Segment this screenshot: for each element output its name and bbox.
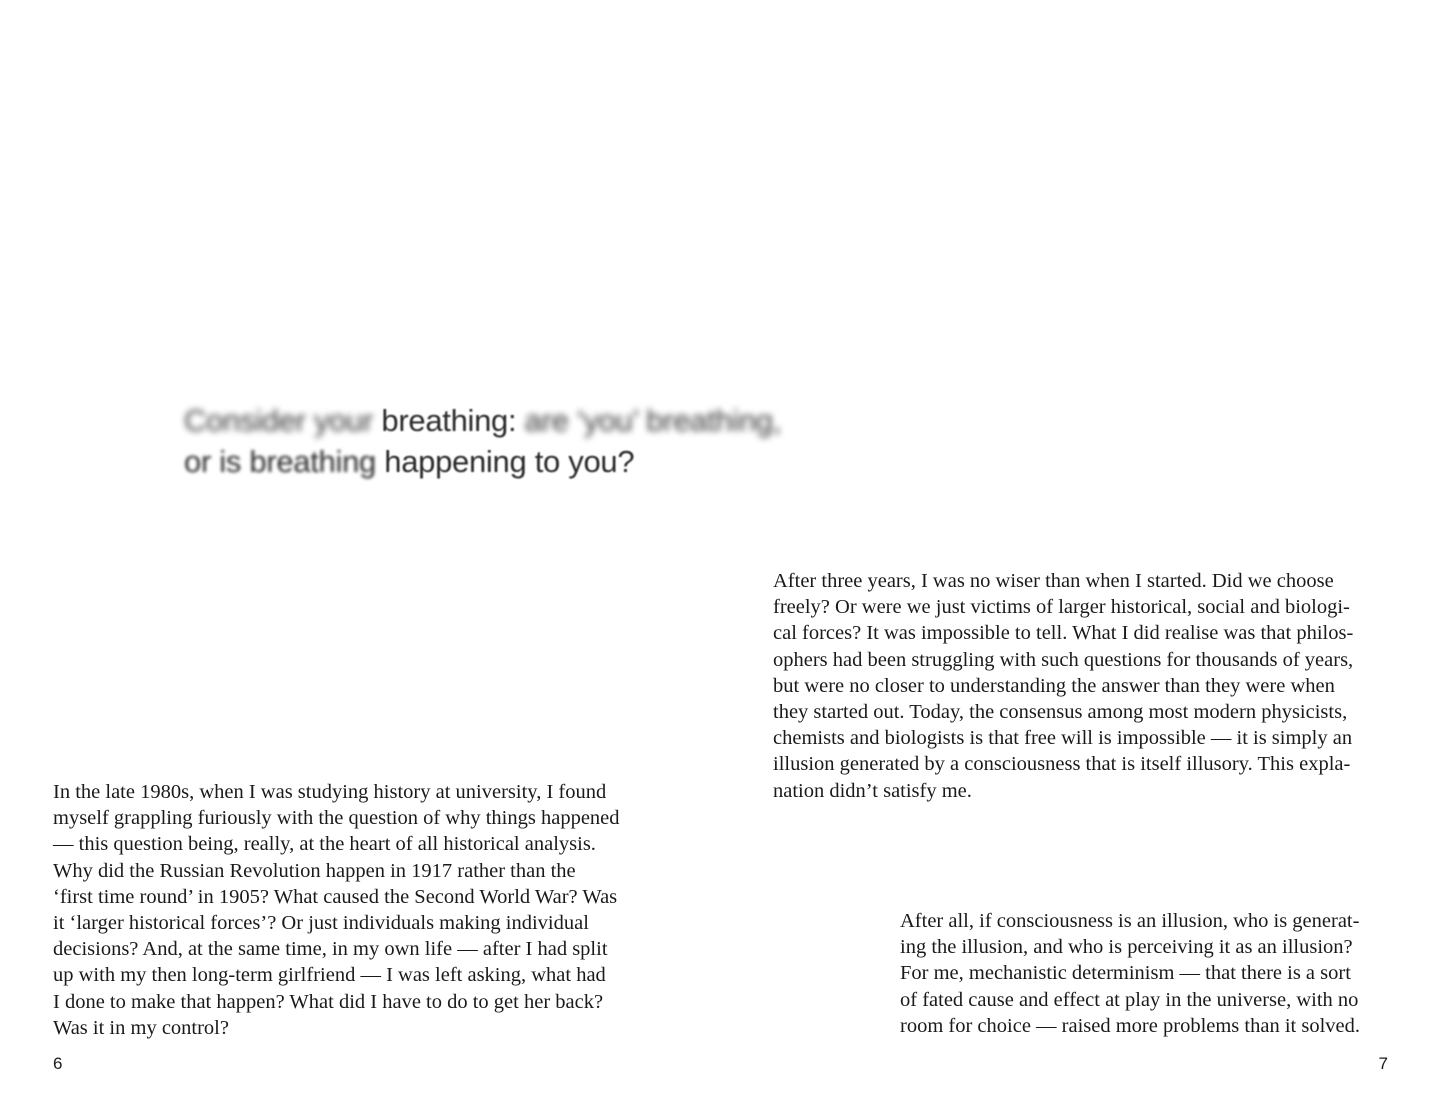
text-line: Why did the Russian Revolution happen in 1917 rather than the (53, 859, 576, 882)
text-line: up with my then long-term girlfriend — I was left asking, what had (53, 964, 606, 987)
text-line: freely? Or were we just victims of larger historical, social and biologi- (773, 596, 1350, 619)
pull-quote-line-1 (184, 400, 904, 441)
text-line: illusion generated by a consciousness that is itself illusory. This expla- (773, 753, 1351, 776)
text-line: of fated cause and effect at play in the universe, with no (900, 988, 1359, 1011)
text-line: cal forces? It was impossible to tell. What I did realise was that philos- (773, 622, 1354, 645)
pull-quote-fragment: are ‘you’ breathing, (524, 403, 782, 438)
text-line: myself grappling furiously with the question of why things happened (53, 807, 620, 830)
text-line: but were no closer to understanding the answer than they were when (773, 674, 1335, 697)
page-number-left: 6 (53, 1054, 63, 1073)
page-number-right: 7 (1378, 1054, 1388, 1073)
left-page-paragraph (53, 779, 693, 1041)
pull-quote-fragment: breathing: (381, 403, 517, 438)
pull-quote-fragment: happening to you? (384, 444, 635, 479)
pull-quote-fragment: Consider your (184, 403, 374, 438)
text-line: In the late 1980s, when I was studying history at university, I found (53, 781, 607, 803)
text-line: ophers had been struggling with such questions for thousands of years, (773, 648, 1354, 671)
text-line: chemists and biologists is that free will is impossible — it is simply an (773, 727, 1353, 750)
pull-quote-fragment: or is breathing (184, 444, 376, 479)
text-line: decisions? And, at the same time, in my own life — after I had split (53, 938, 608, 961)
text-line: they started out. Today, the consensus among most modern physicists, (773, 701, 1348, 724)
right-page-paragraph-2 (900, 908, 1400, 1039)
pull-quote (184, 400, 904, 482)
text-line: — this question being, really, at the heart of all historical analysis. (53, 833, 596, 856)
text-line: After all, if consciousness is an illusion, who is generat- (900, 910, 1360, 932)
pull-quote-line-2 (184, 441, 904, 482)
text-line: ing the illusion, and who is perceiving it as an illusion? (900, 936, 1353, 959)
text-line: room for choice — raised more problems than it solved. (900, 1014, 1360, 1037)
text-line: After three years, I was no wiser than when I started. Did we choose (773, 570, 1334, 592)
text-line: ‘first time round’ in 1905? What caused the Second World War? Was (53, 885, 618, 908)
text-line: it ‘larger historical forces’? Or just individuals making individual (53, 912, 589, 935)
right-page-paragraph-1 (773, 568, 1413, 804)
text-line: For me, mechanistic determinism — that there is a sort (900, 962, 1351, 985)
text-line: I done to make that happen? What did I have to do to get her back? (53, 990, 604, 1013)
text-line: nation didn’t satisfy me. (773, 779, 972, 802)
text-line: Was it in my control? (53, 1016, 229, 1039)
